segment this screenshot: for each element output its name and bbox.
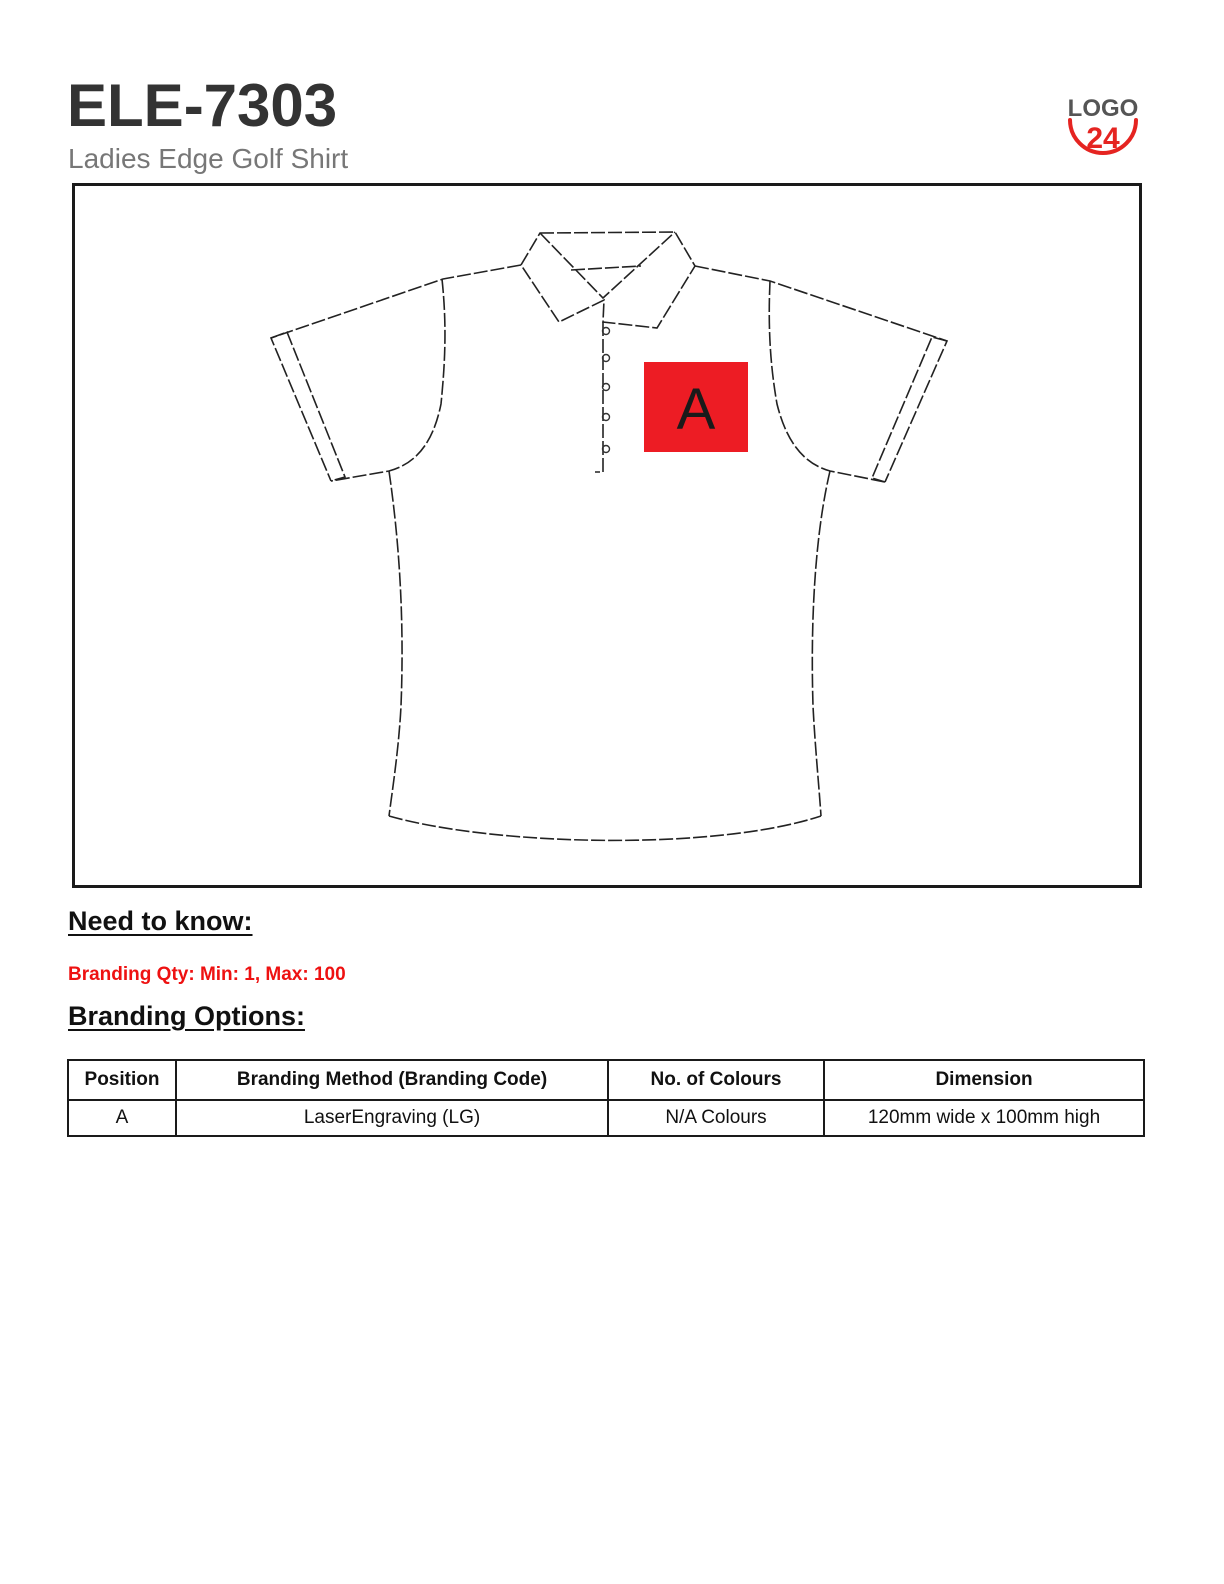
left-side-seam (389, 471, 402, 816)
collar-inner (540, 232, 675, 298)
collar-outline (521, 232, 695, 328)
logo-text-top: LOGO (1067, 95, 1139, 122)
collar-band (571, 266, 641, 270)
left-armhole (331, 279, 445, 481)
branding-qty: Branding Qty: Min: 1, Max: 100 (68, 964, 346, 985)
right-cuff (872, 337, 947, 482)
golf-shirt-illustration (75, 186, 1139, 885)
left-shoulder-sleeve (271, 265, 521, 481)
branding-position-label: A (676, 377, 716, 442)
table-row (68, 1100, 1144, 1136)
right-armhole (769, 281, 885, 482)
need-to-know-heading: Need to know: (68, 906, 253, 936)
product-code: ELE-7303 (67, 72, 338, 139)
column-header-colours: No. of Colours (608, 1060, 824, 1100)
product-name: Ladies Edge Golf Shirt (68, 143, 349, 174)
branding-options-table (67, 1059, 1145, 1137)
product-illustration-frame (72, 183, 1142, 888)
cell-position: A (68, 1100, 176, 1136)
hem (389, 816, 821, 840)
cell-colours: N/A Colours (608, 1100, 824, 1136)
table-header-row (68, 1060, 1144, 1100)
right-side-seam (812, 471, 830, 816)
cell-dimension: 120mm wide x 100mm high (824, 1100, 1144, 1136)
column-header-position: Position (68, 1060, 176, 1100)
column-header-dimension: Dimension (824, 1060, 1144, 1100)
left-cuff (271, 332, 345, 481)
cell-method: LaserEngraving (LG) (176, 1100, 608, 1136)
logo-text-bottom: 24 (1086, 122, 1120, 155)
placket (595, 322, 603, 472)
branding-options-heading: Branding Options: (68, 1001, 305, 1031)
column-header-method: Branding Method (Branding Code) (176, 1060, 608, 1100)
logo24-logo (1062, 86, 1144, 166)
